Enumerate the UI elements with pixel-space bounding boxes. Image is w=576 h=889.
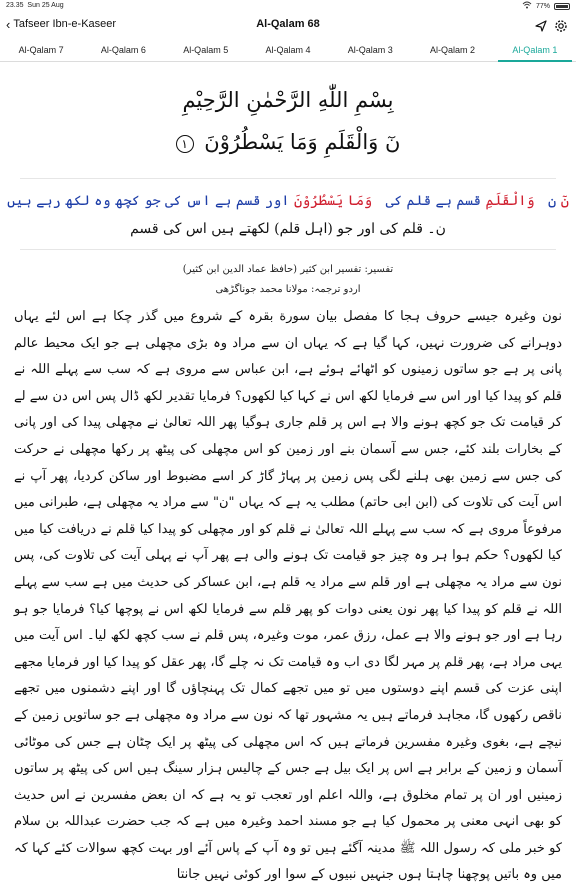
status-left [6, 2, 64, 9]
translator: اردو ترجمہ: مولانا محمد جوناگڑھی [215, 284, 361, 295]
tab-al-qalam-5[interactable]: Al-Qalam 5 [183, 45, 229, 55]
ayah-text: نٓ وَالْقَلَمِ وَمَا يَسْطُرُوْنَ [204, 130, 401, 154]
battery-percent: 77% [535, 2, 550, 10]
status-time: 23.35 [6, 2, 24, 9]
status-bar [0, 0, 576, 12]
back-label: Tafseer Ibn-e-Kaseer [13, 18, 117, 30]
divider [20, 178, 556, 179]
word-3-arabic: وَمَا يَسْطُرُوْنَ [293, 193, 373, 209]
tab-al-qalam-6[interactable]: Al-Qalam 6 [100, 45, 146, 55]
ayah-arabic [0, 130, 576, 164]
back-button[interactable] [6, 18, 116, 30]
tab-al-qalam-4[interactable]: Al-Qalam 4 [265, 45, 311, 55]
tab-al-qalam-1[interactable]: Al-Qalam 1 [494, 40, 576, 61]
bismillah: بِسْمِ اللّٰهِ الرَّحْمٰنِ الرَّحِيْمِ [182, 88, 394, 112]
word-1-urdu: ن [548, 193, 557, 209]
nav-bar [0, 12, 576, 38]
tab-al-qalam-2[interactable]: Al-Qalam 2 [430, 45, 476, 55]
ayah-block [0, 88, 576, 164]
tab-al-qalam-3[interactable]: Al-Qalam 3 [347, 45, 393, 55]
word-2-urdu: قسم ہے قلم کی [385, 193, 481, 209]
page-title: Al-Qalam 68 [256, 18, 320, 30]
status-date: Sun 25 Aug [27, 2, 64, 9]
chevron-left-icon: ‹ [6, 16, 11, 32]
word-2-arabic: وَالْقَلَمِ [485, 193, 535, 209]
ayah-number: ١ [176, 135, 194, 153]
status-right [522, 1, 570, 11]
content-scroll[interactable] [0, 70, 576, 883]
divider [20, 249, 556, 250]
tab-al-qalam-7[interactable]: Al-Qalam 7 [18, 45, 64, 55]
battery-icon [554, 3, 570, 10]
tafseer-text: نون وغیرہ جیسے حروف ہجا کا مفصل بیان سورة بقرہ کے شروع میں گذر چکا ہے اس لئے یہاں دوہرانے کی ضرورت نہیں، کہا گیا ہے کہ یہاں ان سے مراد وہ بڑی مچھلی ہے جو ایک محیط عالم پانی پر ہے جو ساتوں زمینوں کو اٹھائے ہوئے ہے، ابن عباس سے مروی ہے کہ سب سے پہلے اللہ نے قلم کو پیدا کیا اور اس سے فرمایا لکھ اس نے کہا کیا لکھوں؟ فرمایا تقدیر لکھ ڈال پس اس دن سے لے کر قیامت تک جو کچھ ہونے والا ہے اس پر قلم جاری ہوگیا پھر اللہ تعالیٰ نے مچھلی پیدا کی اور پانی کے بخارات بلند کئے، جس سے آسمان بنے اور زمین کو اس مچھلی کی پیٹھ پر رکھا مچھلی نے حرکت کی جس سے زمین بھی ہلنے لگی پس زمین پر پہاڑ گاڑ کر اسے مضبوط اور ساکن کردیا، پھر آپ نے اس آیت کی تلاوت کی (ابن ابی حاتم) مطلب یہ ہے کہ یہاں "ن" سے مراد یہ مچھلی ہے، طبرانی میں مرفوعاً مروی ہے کہ سب سے پہلے اللہ تعالیٰ نے قلم کو اور مچھلی کو پیدا کیا قلم نے دریافت کیا میں کیا لکھوں؟ حکم ہوا ہر وہ چیز جو قیامت تک ہونے والی ہے پھر آپ نے پہلی آیت کی تلاوت کی، پس نون سے مراد یہ مچھلی ہے اور قلم سے مراد یہ قلم ہے، ابن عساکر کی حدیث میں ہے سب سے پہلے اللہ نے قلم کو پیدا کیا پھر نون یعنی دوات کو پھر قلم سے فرمایا لکھ اس نے پوچھا کیا؟ فرمایا جو ہو رہا ہے اور جو ہونے والا ہے عمل، رزق عمر، موت وغیرہ، پس قلم نے سب کچھ لکھ لیا۔ اس آیت میں یہی مراد ہے، پھر قلم پر مہر لگا دی اب وہ قیامت تک نہ چلے گا، پھر عقل کو پیدا کیا اور فرمایا مجھے اپنی عزت کی قسم اپنے دوستوں میں تو میں تجھے کمال تک پہنچاؤں گا اور اپنے دشمنوں میں تجھے ناقص رکھوں گا، مجاہد فرماتے ہیں یہ مشہور تھا کہ نون سے مراد وہ مچھلی ہے جو ساتویں زمین کے نیچے ہے، بغوی وغیرہ مفسرین فرماتے ہیں کہ اس مچھلی کی پیٹھ پر ایک چٹان ہے جس کی موٹائی آسمان و زمین کے برابر ہے اس پر ایک بیل ہے جس کے چالیس ہزار سینگ ہیں اس کی پیٹھ پر ساتوں زمینیں اور ان پر تمام مخلوق ہے، واللہ اعلم اور تعجب تو یہ ہے کہ ان بعض مفسرین نے اس حدیث کو بھی انہی معنی پر محمول کیا ہے جو مسند احمد وغیرہ میں ہے کہ جب حضرت عبداللہ بن سلام کو خبر ملی کہ رسول اللہ ﷺ مدینہ آگئے ہیں تو وہ آپ کے پاس آئے اور بہت کچھ سوالات کئے کہا کہ میں وہ باتیں پوچھنا چاہتا ہوں جنہیں نبیوں کے سوا اور کوئی نہیں جانتا [14, 309, 562, 883]
word-by-word [0, 187, 576, 215]
tab-bar [0, 40, 576, 62]
tafseer-meta [0, 260, 576, 300]
tafseer-source: تفسیر: تفسیر ابن کثیر (حافظ عماد الدین ابن کثیر) [182, 264, 394, 275]
wifi-icon [522, 1, 532, 11]
share-button[interactable] [534, 18, 548, 32]
gear-icon [554, 19, 568, 33]
word-3-urdu: اور قسم ہے اس کی جو کچھ وہ لکھ رہے ہیں [7, 193, 290, 209]
translation: ن۔ قلم کی اور جو (اہل قلم) لکھتے ہیں اس کی قسم [130, 221, 446, 237]
settings-button[interactable] [554, 18, 568, 32]
share-icon [534, 19, 548, 33]
word-1-arabic: نٓ [560, 193, 569, 209]
